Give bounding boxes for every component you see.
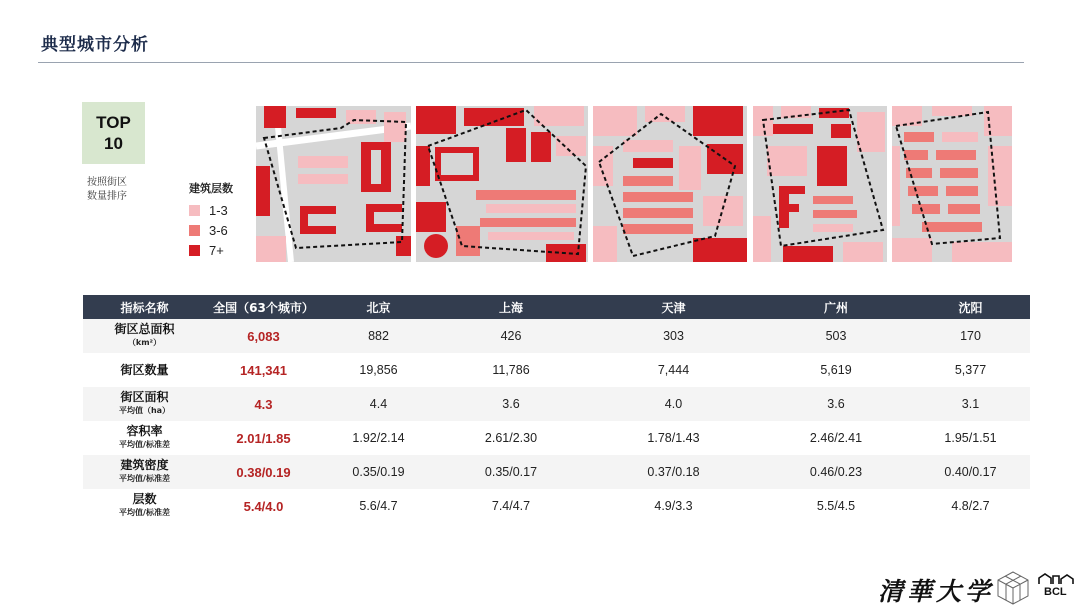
national-value: 4.3 <box>206 387 321 421</box>
table-row <box>83 489 1030 523</box>
metric-name: 街区数量 <box>120 363 169 377</box>
shenyang-value: 4.8/2.7 <box>911 489 1030 523</box>
shenyang-value: 1.95/1.51 <box>911 421 1030 455</box>
title-divider <box>38 62 1024 63</box>
metric-cell <box>83 387 206 421</box>
sort-note-line1: 按照街区 <box>87 177 127 188</box>
shanghai-value: 7.4/4.7 <box>436 489 586 523</box>
guangzhou-value: 503 <box>761 319 911 353</box>
beijing-value: 882 <box>321 319 436 353</box>
metric-name: 容积率 <box>126 424 163 438</box>
shenyang-value: 170 <box>911 319 1030 353</box>
tianjin-value: 4.0 <box>586 387 761 421</box>
legend-title: 建筑层数 <box>189 182 233 195</box>
map-shanghai <box>416 106 588 262</box>
beijing-value: 4.4 <box>321 387 436 421</box>
table-row <box>83 421 1030 455</box>
metric-unit: 平均值/标准差 <box>119 440 170 449</box>
legend-label-high: 7+ <box>209 242 224 258</box>
tianjin-value: 4.9/3.3 <box>586 489 761 523</box>
guangzhou-value: 3.6 <box>761 387 911 421</box>
beijing-value: 5.6/4.7 <box>321 489 436 523</box>
shanghai-value: 2.61/2.30 <box>436 421 586 455</box>
bcl-logo-icon <box>1037 572 1077 586</box>
legend-item-high <box>189 240 233 260</box>
shenyang-value: 3.1 <box>911 387 1030 421</box>
tianjin-value: 303 <box>586 319 761 353</box>
metric-name: 层数 <box>132 492 157 506</box>
beijing-value: 0.35/0.19 <box>321 455 436 489</box>
header-guangzhou: 广州 <box>761 295 911 319</box>
tianjin-value: 0.37/0.18 <box>586 455 761 489</box>
legend-item-low <box>189 200 233 220</box>
guangzhou-value: 2.46/2.41 <box>761 421 911 455</box>
tsinghua-logo: 清華大学 <box>878 577 995 606</box>
metric-unit: 平均值/标准差 <box>119 474 170 483</box>
metric-cell <box>83 489 206 523</box>
sort-note <box>87 176 157 204</box>
beijing-value: 1.92/2.14 <box>321 421 436 455</box>
map-guangzhou <box>753 106 887 262</box>
metric-unit: 平均值（ha） <box>118 406 171 415</box>
table-header-row <box>83 295 1030 319</box>
metric-cell <box>83 353 206 387</box>
top10-badge <box>82 102 145 164</box>
badge-line2: 10 <box>104 134 123 153</box>
shanghai-value: 0.35/0.17 <box>436 455 586 489</box>
metric-name: 建筑密度 <box>120 458 169 472</box>
header-metric: 指标名称 <box>83 295 206 319</box>
map-shenyang <box>892 106 1012 262</box>
slide-title: 典型城市分析 <box>41 35 149 55</box>
legend-item-mid <box>189 220 233 240</box>
city-metrics-table <box>83 295 1030 523</box>
legend-label-mid: 3-6 <box>209 222 228 238</box>
national-value: 0.38/0.19 <box>206 455 321 489</box>
metric-unit: 平均值/标准差 <box>119 508 170 517</box>
national-value: 5.4/4.0 <box>206 489 321 523</box>
cube-logo-icon <box>994 569 1032 607</box>
shanghai-value: 426 <box>436 319 586 353</box>
guangzhou-value: 0.46/0.23 <box>761 455 911 489</box>
badge-line1: TOP <box>96 113 131 132</box>
legend-swatch-high <box>189 245 200 256</box>
sort-note-line2: 数量排序 <box>87 191 127 202</box>
shanghai-value: 11,786 <box>436 353 586 387</box>
header-national: 全国（63个城市） <box>206 295 321 319</box>
legend-swatch-low <box>189 205 200 216</box>
shanghai-value: 3.6 <box>436 387 586 421</box>
metric-cell <box>83 319 206 353</box>
legend-label-low: 1-3 <box>209 202 228 218</box>
table-row <box>83 319 1030 353</box>
tianjin-value: 7,444 <box>586 353 761 387</box>
metric-name: 街区面积 <box>120 390 169 404</box>
shenyang-value: 5,377 <box>911 353 1030 387</box>
legend-swatch-mid <box>189 225 200 236</box>
metric-name: 街区总面积 <box>114 322 175 336</box>
table-row <box>83 387 1030 421</box>
header-tianjin: 天津 <box>586 295 761 319</box>
header-shenyang: 沈阳 <box>911 295 1030 319</box>
tianjin-value: 1.78/1.43 <box>586 421 761 455</box>
table-row <box>83 353 1030 387</box>
header-shanghai: 上海 <box>436 295 586 319</box>
metric-cell <box>83 421 206 455</box>
national-value: 2.01/1.85 <box>206 421 321 455</box>
metric-unit: （km²） <box>127 338 162 347</box>
guangzhou-value: 5,619 <box>761 353 911 387</box>
guangzhou-value: 5.5/4.5 <box>761 489 911 523</box>
metric-cell <box>83 455 206 489</box>
national-value: 141,341 <box>206 353 321 387</box>
table-row <box>83 455 1030 489</box>
beijing-value: 19,856 <box>321 353 436 387</box>
shenyang-value: 0.40/0.17 <box>911 455 1030 489</box>
header-beijing: 北京 <box>321 295 436 319</box>
national-value: 6,083 <box>206 319 321 353</box>
bcl-label: BCL <box>1044 586 1067 598</box>
floors-legend <box>189 180 233 260</box>
map-beijing <box>256 106 411 262</box>
map-tianjin <box>593 106 747 262</box>
